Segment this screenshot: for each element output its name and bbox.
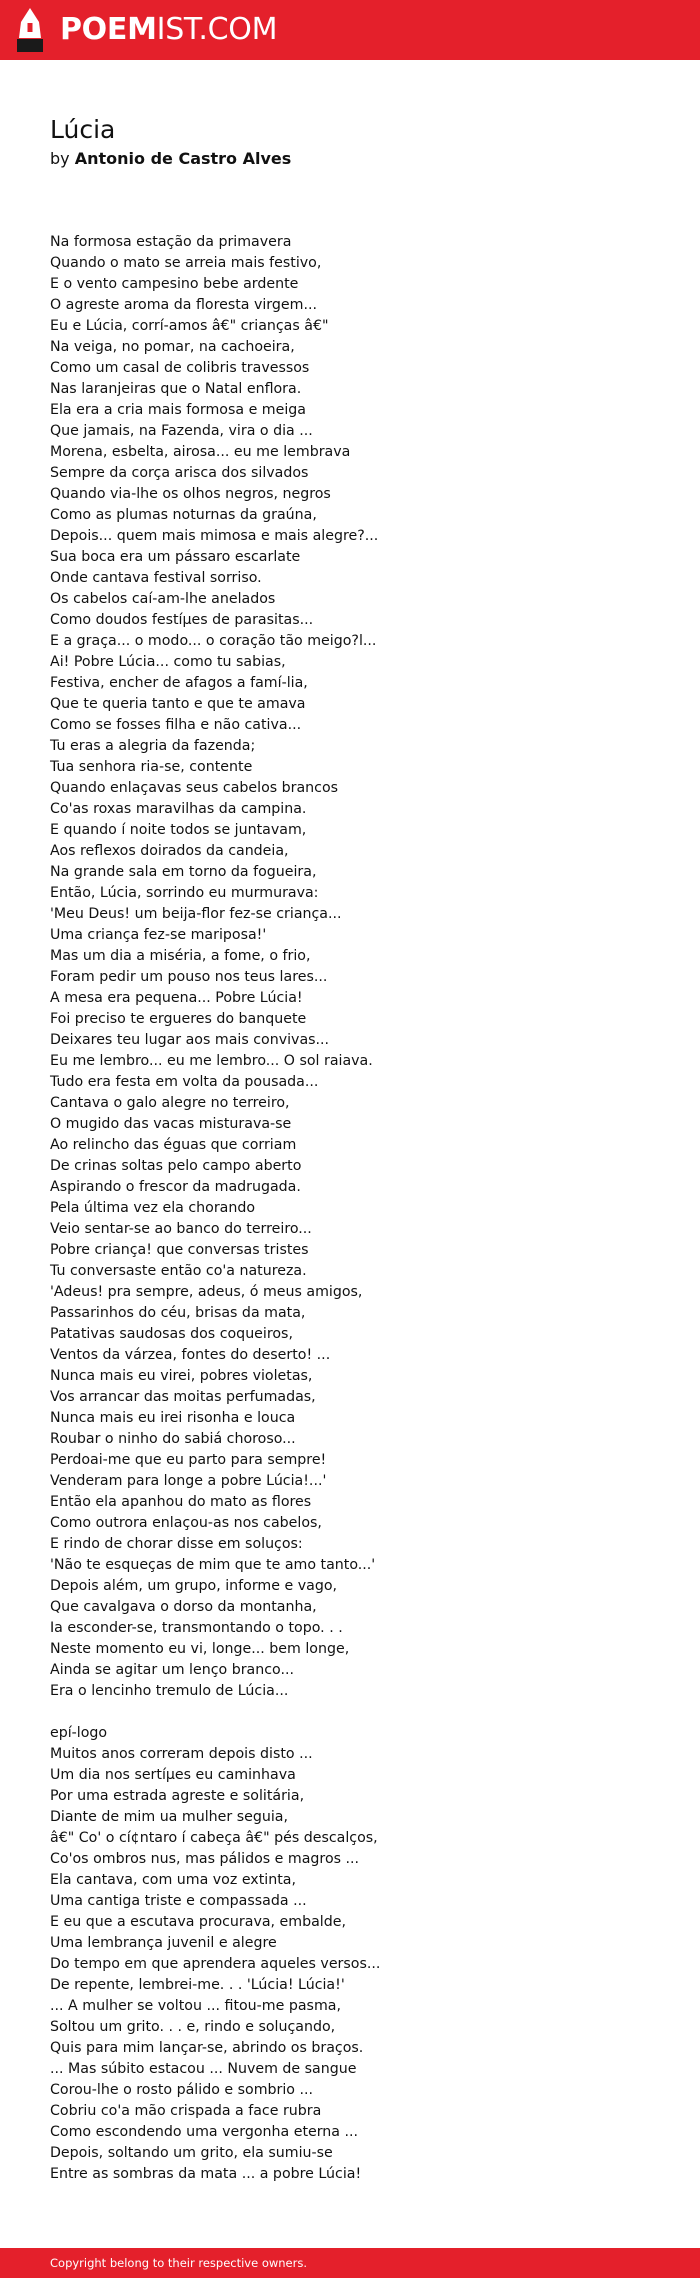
poem-title: Lúcia: [50, 115, 116, 144]
poem-line: De crinas soltas pelo campo aberto: [50, 1158, 302, 1174]
poem-line: Quando o mato se arreia mais festivo,: [50, 255, 322, 271]
poem-line: Uma criança fez-se mariposa!': [50, 927, 267, 943]
poem-line: Na grande sala em torno da fogueira,: [50, 864, 317, 880]
poem-line: Diante de mim ua mulher seguia,: [50, 1809, 288, 1825]
poem-line: 'Adeus! pra sempre, adeus, ó meus amigos,: [50, 1284, 363, 1300]
poem-line: Pobre criança! que conversas tristes: [50, 1242, 309, 1258]
poem-line: Quis para mim lançar-se, abrindo os braços.: [50, 2040, 364, 2056]
poem-line: Venderam para longe a pobre Lúcia!...': [50, 1473, 327, 1489]
poem-line: Do tempo em que aprendera aqueles versos...: [50, 1956, 381, 1972]
poem-line: Como um casal de colibris travessos: [50, 360, 310, 376]
poem-line: Que cavalgava o dorso da montanha,: [50, 1599, 317, 1615]
poem-line: ... Mas súbito estacou ... Nuvem de sangue: [50, 2061, 357, 2077]
by-label: by: [50, 149, 70, 168]
poem-line: Depois... quem mais mimosa e mais alegre?...: [50, 528, 379, 544]
poem-line: Como outrora enlaçou-as nos cabelos,: [50, 1515, 322, 1531]
poem-line: Depois além, um grupo, informe e vago,: [50, 1578, 338, 1594]
poem-line: Por uma estrada agreste e solitária,: [50, 1788, 305, 1804]
poem-line: Nas laranjeiras que o Natal enflora.: [50, 381, 302, 397]
poem-line: Foi preciso te ergueres do banquete: [50, 1011, 307, 1027]
poem-body: [50, 232, 660, 2185]
poem-line: Que jamais, na Fazenda, vira o dia ...: [50, 423, 313, 439]
copyright-notice: Copyright belong to their respective owners.: [50, 2256, 308, 2270]
poem-line: Nunca mais eu virei, pobres violetas,: [50, 1368, 313, 1384]
poem-line: Quando via-lhe os olhos negros, negros: [50, 486, 331, 502]
poem-line: Ia esconder-se, transmontando o topo. . .: [50, 1620, 343, 1636]
poem-line: Ventos da várzea, fontes do deserto! ...: [50, 1347, 331, 1363]
poem-line: Como se fosses filha e não cativa...: [50, 717, 302, 733]
poem-line: E rindo de chorar disse em soluços:: [50, 1536, 303, 1552]
poem-line: Era o lencinho tremulo de Lúcia...: [50, 1683, 289, 1699]
poem-line: E eu que a escutava procurava, embalde,: [50, 1914, 346, 1930]
poem-line: Na veiga, no pomar, na cachoeira,: [50, 339, 295, 355]
poem-line: E quando í noite todos se juntavam,: [50, 822, 307, 838]
poem-line: A mesa era pequena... Pobre Lúcia!: [50, 990, 303, 1006]
poem-line: ... A mulher se voltou ... fitou-me pasma,: [50, 1998, 341, 2014]
poem-line: Aspirando o frescor da madrugada.: [50, 1179, 301, 1195]
poem-line: Então ela apanhou do mato as flores: [50, 1494, 312, 1510]
poem-line: Morena, esbelta, airosa... eu me lembrava: [50, 444, 351, 460]
poem-article: [50, 114, 660, 2206]
poem-line: 'Não te esqueças de mim que te amo tanto...': [50, 1557, 376, 1573]
poem-stanza: [50, 232, 660, 1702]
poem-line: Mas um dia a miséria, a fome, o frio,: [50, 948, 311, 964]
poem-line: Eu e Lúcia, corrí-amos â€" crianças â€": [50, 318, 329, 334]
site-footer: [0, 2248, 700, 2278]
poem-line: De repente, lembrei-me. . . 'Lúcia! Lúcia!': [50, 1977, 345, 1993]
poem-line: Co'as roxas maravilhas da campina.: [50, 801, 307, 817]
poem-line: Pela última vez ela chorando: [50, 1200, 256, 1216]
poem-line: Ao relincho das éguas que corriam: [50, 1137, 297, 1153]
poem-line: E a graça... o modo... o coração tão meigo?l...: [50, 633, 377, 649]
poem-line: Nunca mais eu irei risonha e louca: [50, 1410, 296, 1426]
poem-line: Um dia nos sertíµes eu caminhava: [50, 1767, 296, 1783]
poem-line: Uma cantiga triste e compassada ...: [50, 1893, 307, 1909]
poem-line: Ela era a cria mais formosa e meiga: [50, 402, 306, 418]
poem-line: Eu me lembro... eu me lembro... O sol raiava.: [50, 1053, 373, 1069]
poem-line: Vos arrancar das moitas perfumadas,: [50, 1389, 316, 1405]
poem-line: Tudo era festa em volta da pousada...: [50, 1074, 319, 1090]
poem-line: Patativas saudosas dos coqueiros,: [50, 1326, 293, 1342]
poem-line: Quando enlaçavas seus cabelos brancos: [50, 780, 339, 796]
poem-line: Co'os ombros nus, mas pálidos e magros ...: [50, 1851, 360, 1867]
poem-line: Perdoai-me que eu parto para sempre!: [50, 1452, 327, 1468]
poem-line: Sua boca era um pássaro escarlate: [50, 549, 301, 565]
poem-line: E o vento campesino bebe ardente: [50, 276, 299, 292]
pen-nib-icon: [17, 8, 43, 52]
poem-line: Como as plumas noturnas da graúna,: [50, 507, 317, 523]
poem-line: Passarinhos do céu, brisas da mata,: [50, 1305, 306, 1321]
poem-line: Foram pedir um pouso nos teus lares...: [50, 969, 328, 985]
poem-line: Roubar o ninho do sabiá choroso...: [50, 1431, 296, 1447]
poem-line: Tu eras a alegria da fazenda;: [50, 738, 256, 754]
poem-line: Que te queria tanto e que te amava: [50, 696, 306, 712]
poem-line: Como doudos festíµes de parasitas...: [50, 612, 314, 628]
poem-line: Soltou um grito. . . e, rindo e soluçando,: [50, 2019, 336, 2035]
poem-stanza: [50, 1723, 660, 2185]
poem-author: Antonio de Castro Alves: [74, 149, 292, 168]
poem-line: Então, Lúcia, sorrindo eu murmurava:: [50, 885, 319, 901]
poem-line: Corou-lhe o rosto pálido e sombrio ...: [50, 2082, 314, 2098]
poem-line: O agreste aroma da floresta virgem...: [50, 297, 317, 313]
poem-line: Aos reflexos doirados da candeia,: [50, 843, 289, 859]
poem-line: Os cabelos caí-am-lhe anelados: [50, 591, 276, 607]
poem-line: 'Meu Deus! um beija-flor fez-se criança...: [50, 906, 342, 922]
poem-line: O mugido das vacas misturava-se: [50, 1116, 292, 1132]
poem-line: Ainda se agitar um lenço branco...: [50, 1662, 294, 1678]
poem-line: Deixares teu lugar aos mais convivas...: [50, 1032, 330, 1048]
poem-line: Cobriu co'a mão crispada a face rubra: [50, 2103, 322, 2119]
poem-line: Tua senhora ria-se, contente: [50, 759, 253, 775]
poem-line: Veio sentar-se ao banco do terreiro...: [50, 1221, 312, 1237]
poem-line: Onde cantava festival sorriso.: [50, 570, 262, 586]
poem-line: epí-logo: [50, 1725, 108, 1741]
poem-line: â€" Co' o cí¢ntaro í cabeça â€" pés descalços,: [50, 1830, 378, 1846]
site-header: [0, 0, 700, 60]
poem-line: Como escondendo uma vergonha eterna ...: [50, 2124, 359, 2140]
poem-line: Na formosa estação da primavera: [50, 234, 292, 250]
poem-line: Neste momento eu vi, longe... bem longe,: [50, 1641, 350, 1657]
poem-line: Festiva, encher de afagos a famí-lia,: [50, 675, 308, 691]
site-logo-text: POEMIST.COM: [60, 12, 278, 47]
poem-line: Entre as sombras da mata ... a pobre Lúcia!: [50, 2166, 362, 2182]
poem-line: Ela cantava, com uma voz extinta,: [50, 1872, 296, 1888]
poem-line: Ai! Pobre Lúcia... como tu sabias,: [50, 654, 286, 670]
site-logo-link[interactable]: [17, 8, 277, 52]
poem-line: Sempre da corça arisca dos silvados: [50, 465, 309, 481]
poem-byline: [50, 148, 660, 170]
poem-line: Uma lembrança juvenil e alegre: [50, 1935, 277, 1951]
poem-line: Cantava o galo alegre no terreiro,: [50, 1095, 290, 1111]
poem-line: Tu conversaste então co'a natureza.: [50, 1263, 307, 1279]
poem-line: Depois, soltando um grito, ela sumiu-se: [50, 2145, 333, 2161]
poem-line: Muitos anos correram depois disto ...: [50, 1746, 313, 1762]
